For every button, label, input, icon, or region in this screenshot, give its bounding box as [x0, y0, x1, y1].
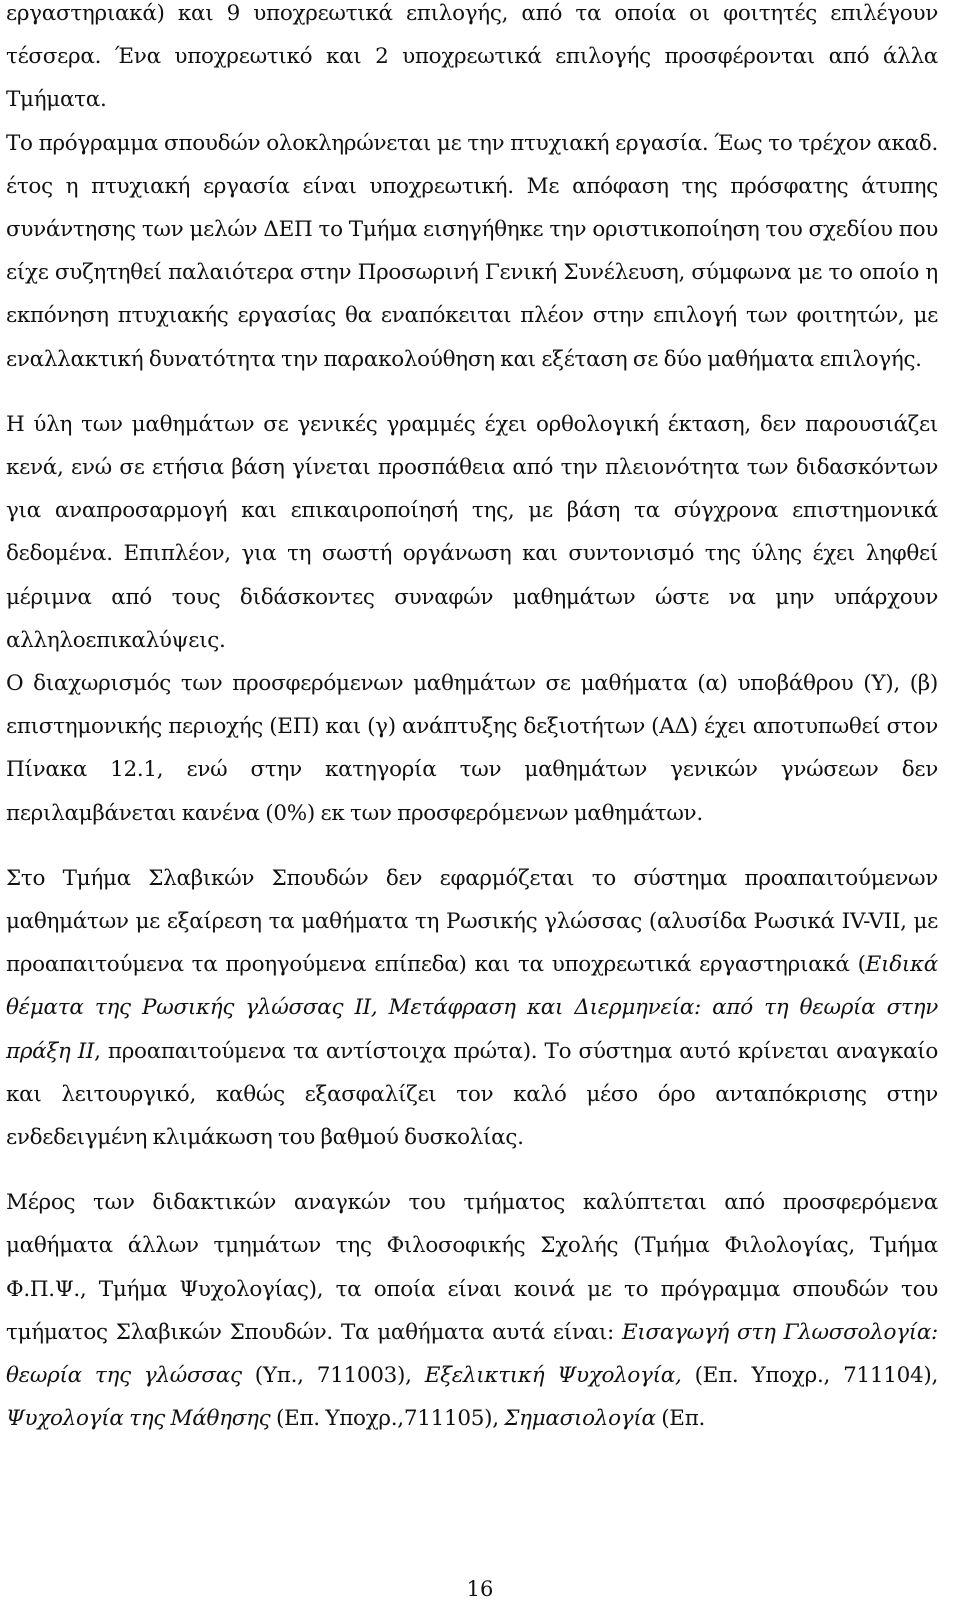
text-run: (Υπ., 711003), [241, 1363, 425, 1389]
text-run: Μέρος των διδακτικών αναγκών του τμήματος καλύπτεται από προσφερόμενα μαθήματα άλλων τμημάτων της Φιλοσοφικής Σχολής (Τμήμα Φιλολογίας, Τμήμα Φ.Π.Ψ., Τμήμα Ψυχολογίας), τα οποία είναι κοινά με το πρόγραμμα σπουδών του τμήματος Σλαβικών Σπουδών. Τα μαθήματα αυτά είναι: [6, 1190, 938, 1345]
text-run: (Επ. Υποχρ.,711105), [270, 1406, 505, 1432]
document-page [6, 0, 938, 1441]
text-run: (Επ. Υποχρ., 711104), [681, 1363, 939, 1389]
paragraph [6, 857, 938, 1159]
text-run: εργαστηριακά) και 9 υποχρεωτικά επιλογής, από τα οποία οι φοιτητές επιλέγουν τέσσερα. Ένα υποχρεωτικό και 2 υποχρεωτικά επιλογής προσφέρονται από άλλα Τμήματα. [6, 1, 938, 113]
italic-text-run: Ειδικά θέματα της Ρωσικής γλώσσας ΙΙ, Μετάφραση και Διερμηνεία: από τη θεωρία στην πράξη ΙΙ [6, 952, 938, 1064]
paragraph [6, 122, 938, 381]
text-run: Το πρόγραμμα σπουδών ολοκληρώνεται με την πτυχιακή εργασία. Έως το τρέχον ακαδ. έτος η πτυχιακή εργασία είναι υποχρεωτική. Με απόφαση της πρόσφατης άτυπης συνάντησης των μελών ΔΕΠ το Τμήμα εισηγήθηκε την οριστικοποίηση του σχεδίου που είχε συζητηθεί παλαιότερα στην Προσωρινή Γενική Συνέλευση, σύμφωνα με το οποίο η εκπόνηση πτυχιακής εργασίας θα εναπόκειται πλέον στην επιλογή των φοιτητών, με εναλλακτική δυνατότητα την παρακολούθηση και εξέταση σε δύο μαθήματα επιλογής. [6, 130, 938, 372]
paragraph [6, 403, 938, 662]
text-run: Η ύλη των μαθημάτων σε γενικές γραμμές έχει ορθολογική έκταση, δεν παρουσιάζει κενά, ενώ σε ετήσια βάση γίνεται προσπάθεια από την πλειονότητα των διδασκόντων για αναπροσαρμογή και επικαιροποίησή της, με βάση τα σύγχρονα επιστημονικά δεδομένα. Επιπλέον, για τη σωστή οργάνωση και συντονισμό της ύλης έχει ληφθεί μέριμνα από τους διδάσκοντες συναφών μαθημάτων ώστε να μην υπάρχουν αλληλοεπικαλύψεις. [6, 411, 938, 653]
italic-text-run: Εξελικτική Ψυχολογία, [424, 1363, 682, 1389]
text-run: (Επ. [655, 1406, 706, 1432]
text-run: , προαπαιτούμενα τα αντίστοιχα πρώτα). Το σύστημα αυτό κρίνεται αναγκαίο και λειτουργικό, καθώς εξασφαλίζει τον καλό μέσο όρο ανταπόκρισης στην ενδεδειγμένη κλιμάκωση του βαθμού δυσκολίας. [6, 1038, 938, 1151]
paragraph [6, 0, 938, 122]
page-number: 16 [466, 1577, 494, 1601]
italic-text-run: Ψυχολογία της Μάθησης [6, 1406, 271, 1432]
text-run: Στο Τμήμα Σλαβικών Σπουδών δεν εφαρμόζεται το σύστημα προαπαιτούμενων μαθημάτων με εξαίρεση τα μαθήματα τη Ρωσικής γλώσσας (αλυσίδα Ρωσικά IV-VII, με προαπαιτούμενα τα προηγούμενα επίπεδα) και τα υποχρεωτικά εργαστηριακά ( [6, 865, 938, 978]
italic-text-run: Εισαγωγή στη Γλωσσολογία: θεωρία της γλώσσας [6, 1319, 939, 1389]
italic-text-run: Σημασιολογία [504, 1406, 656, 1432]
text-run: Ο διαχωρισμός των προσφερόμενων μαθημάτων σε μαθήματα (α) υποβάθρου (Υ), (β) επιστημονικής περιοχής (ΕΠ) και (γ) ανάπτυξης δεξιοτήτων (ΑΔ) έχει αποτυπωθεί στον Πίνακα 12.1, ενώ στην κατηγορία των μαθημάτων γενικών γνώσεων δεν περιλαμβάνεται κανένα (0%) εκ των προσφερόμενων μαθημάτων. [6, 671, 938, 826]
paragraph [6, 1181, 938, 1440]
paragraph [6, 662, 938, 835]
